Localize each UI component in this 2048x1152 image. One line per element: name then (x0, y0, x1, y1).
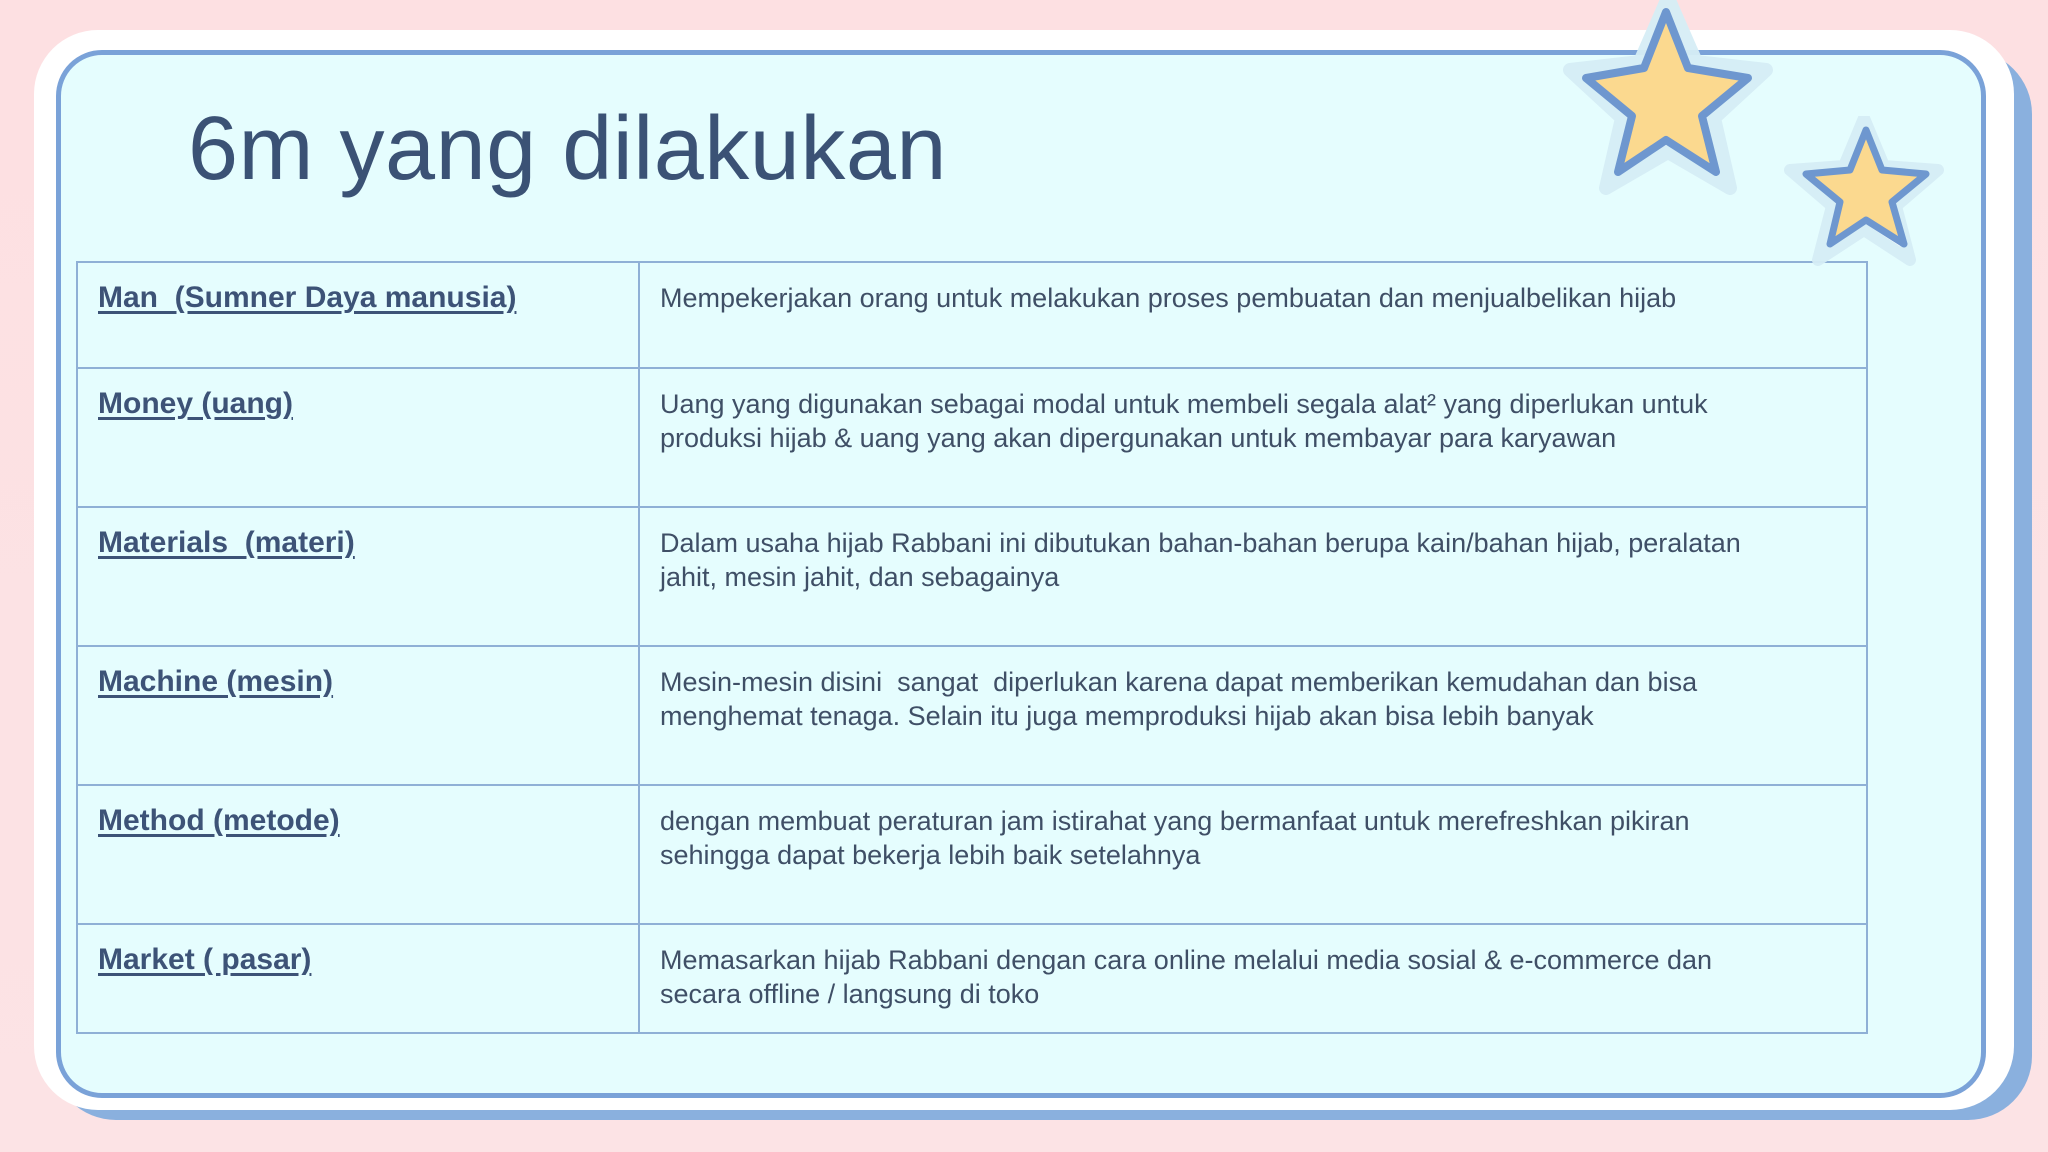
table-row (77, 646, 1867, 785)
term-cell (77, 368, 639, 507)
description-cell (639, 924, 1867, 1033)
term-label-materials: Materials (materi) (98, 526, 355, 559)
description-cell (639, 785, 1867, 924)
term-cell (77, 262, 639, 368)
term-label-money: Money (uang) (98, 387, 293, 420)
description-market: Memasarkan hijab Rabbani dengan cara online melalui media sosial & e-commerce dan secara offline / langsung di toko (660, 945, 1713, 1009)
description-cell (639, 507, 1867, 646)
table-row (77, 924, 1867, 1033)
term-cell (77, 507, 639, 646)
description-materials: Dalam usaha hijab Rabbani ini dibutukan bahan-bahan berupa kain/bahan hijab, peralatan jahit, mesin jahit, dan sebagainya (660, 528, 1741, 592)
table-row (77, 785, 1867, 924)
term-cell (77, 646, 639, 785)
description-man: Mempekerjakan orang untuk melakukan proses pembuatan dan menjualbelikan hijab (660, 283, 1677, 313)
description-cell (639, 646, 1867, 785)
description-money: Uang yang digunakan sebagai modal untuk membeli segala alat² yang diperlukan untuk produksi hijab & uang yang akan dipergunakan untuk membayar para karyawan (660, 389, 1708, 453)
star-icon (1780, 116, 1950, 276)
table-row (77, 507, 1867, 646)
table-row (77, 368, 1867, 507)
star-icon (1548, 0, 1788, 220)
table-row (77, 262, 1867, 368)
page-title: 6m yang dilakukan (188, 99, 947, 199)
term-label-man: Man (Sumner Daya manusia) (98, 281, 517, 314)
term-label-market: Market ( pasar) (98, 943, 312, 976)
description-machine: Mesin-mesin disini sangat diperlukan karena dapat memberikan kemudahan dan bisa menghemat tenaga. Selain itu juga memproduksi hijab akan bisa lebih banyak (660, 667, 1698, 731)
description-method: dengan membuat peraturan jam istirahat yang bermanfaat untuk merefreshkan pikiran sehingga dapat bekerja lebih baik setelahnya (660, 806, 1690, 870)
description-cell (639, 368, 1867, 507)
term-cell (77, 785, 639, 924)
term-cell (77, 924, 639, 1033)
description-cell (639, 262, 1867, 368)
term-label-machine: Machine (mesin) (98, 665, 334, 698)
term-label-method: Method (metode) (98, 804, 340, 837)
six-m-table (76, 261, 1868, 1034)
